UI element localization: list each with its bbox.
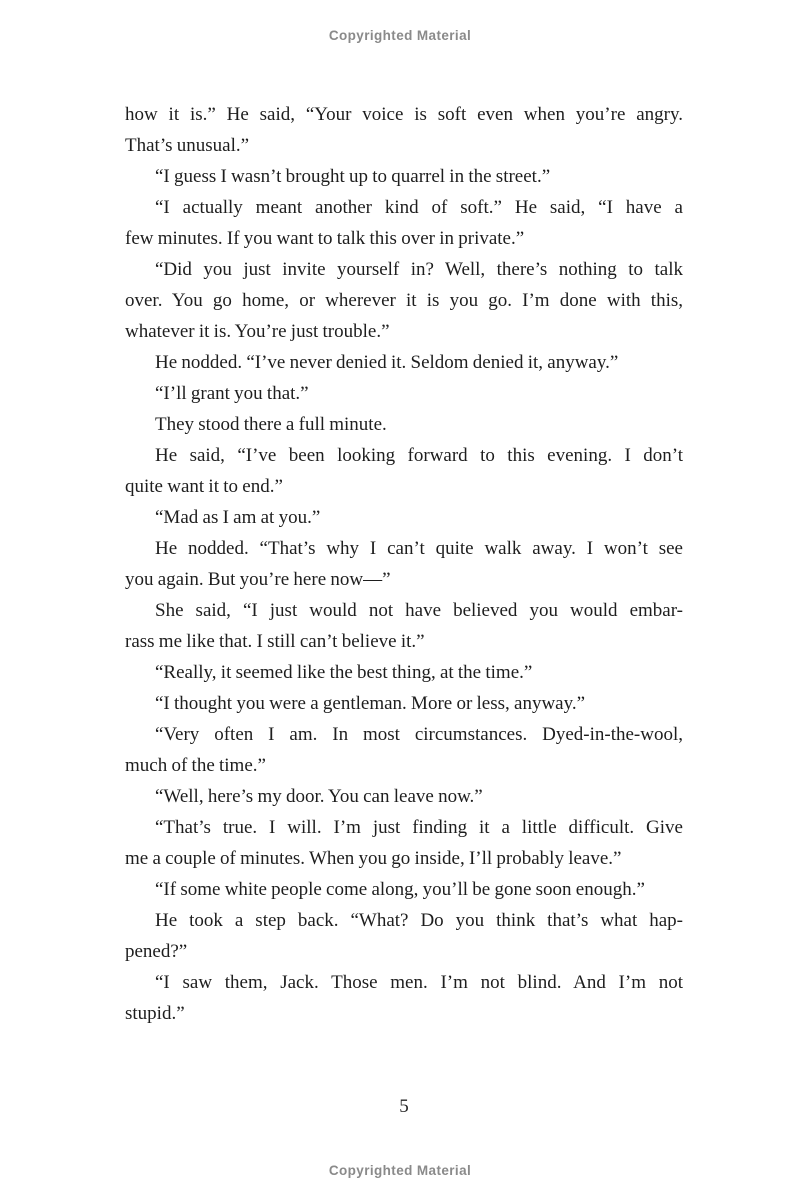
page-number: 5: [399, 1096, 409, 1117]
text-line: “That’s true. I will. I’m just finding it a little difficult. Give: [155, 817, 683, 838]
text-line: She said, “I just would not have believed you would embar-: [155, 600, 683, 621]
text-line: “I thought you were a gentleman. More or less, anyway.”: [155, 693, 586, 714]
text-line: “I’ll grant you that.”: [155, 383, 309, 404]
text-line: how it is.” He said, “Your voice is soft even when you’re angry.: [125, 104, 683, 125]
text-line: “I saw them, Jack. Those men. I’m not blind. And I’m not: [155, 972, 683, 993]
text-line: “Did you just invite yourself in? Well, there’s nothing to talk: [155, 259, 683, 280]
text-line: you again. But you’re here now—”: [125, 569, 391, 590]
text-line: He said, “I’ve been looking forward to this evening. I don’t: [155, 445, 683, 466]
body-text: [125, 99, 683, 1029]
text-line: stupid.”: [125, 1003, 185, 1024]
text-line: rass me like that. I still can’t believe it.”: [125, 631, 425, 652]
text-line: They stood there a full minute.: [155, 414, 387, 435]
text-line: “Mad as I am at you.”: [155, 507, 321, 528]
text-line: He nodded. “I’ve never denied it. Seldom denied it, anyway.”: [155, 352, 619, 373]
text-line: “Really, it seemed like the best thing, at the time.”: [155, 662, 533, 683]
copyright-notice-bottom: Copyrighted Material: [328, 1163, 472, 1178]
text-line: “Well, here’s my door. You can leave now.”: [155, 786, 483, 807]
text-line: quite want it to end.”: [125, 476, 283, 497]
text-line: “I actually meant another kind of soft.” He said, “I have a: [155, 197, 683, 218]
text-line: over. You go home, or wherever it is you go. I’m done with this,: [125, 290, 683, 311]
text-line: He took a step back. “What? Do you think that’s what hap-: [155, 910, 683, 931]
text-line: “Very often I am. In most circumstances. Dyed-in-the-wool,: [155, 724, 683, 745]
text-line: That’s unusual.”: [125, 135, 250, 156]
text-line: much of the time.”: [125, 755, 266, 776]
text-line: “If some white people come along, you’ll be gone soon enough.”: [155, 879, 645, 900]
text-line: me a couple of minutes. When you go inside, I’ll probably leave.”: [125, 848, 622, 869]
text-line: “I guess I wasn’t brought up to quarrel in the street.”: [155, 166, 551, 187]
text-line: whatever it is. You’re just trouble.”: [125, 321, 390, 342]
text-line: pened?”: [125, 941, 188, 962]
text-line: few minutes. If you want to talk this over in private.”: [125, 228, 525, 249]
copyright-notice-top: Copyrighted Material: [328, 28, 472, 43]
text-line: He nodded. “That’s why I can’t quite walk away. I won’t see: [155, 538, 683, 559]
